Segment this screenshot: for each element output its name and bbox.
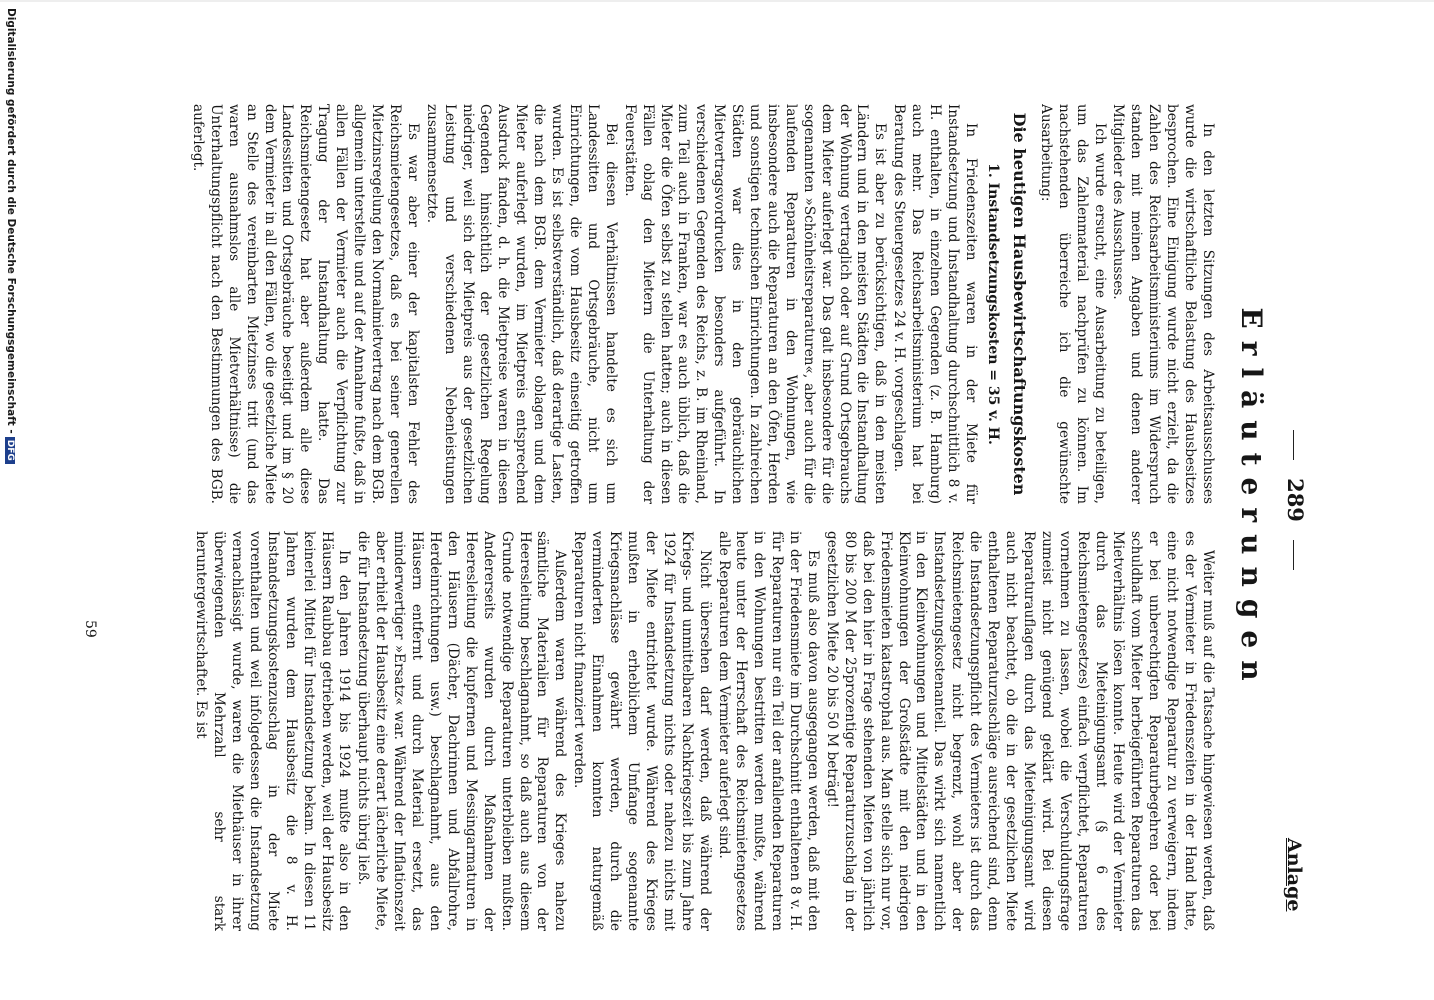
paragraph: In den letzten Sitzungen des Arbeitsausschusses wurde die wirtschaftliche Belastung des Hausbesitzes besprochen. Eine Einigung wurde nicht erzielt, da die Zahlen des Reichsarbeitsministeriums im Widerspruch standen mit meinen Angaben und denen anderer Mitglieder des Ausschusses. <box>1110 104 1216 504</box>
page-edge <box>0 0 1434 2</box>
paragraph: Es muß also davon ausgegangen werden, daß mit den in der Friedensmiete im Durchschnitt enthaltenen 8 v. H. für Reparaturen nur ein Teil der anfallenden Reparaturen in den Wohnungen bestritten werden mußte, während heute unter der Herrschaft des Reichsmietengesetzes alle Reparaturen dem Vermieter auferlegt sind. <box>715 531 822 931</box>
page-number-dash-left <box>1293 430 1294 460</box>
page-number <box>1283 0 1308 1000</box>
subsection-heading: 1. Instandsetzungskosten = 35 v. H. <box>984 163 1001 445</box>
paragraph: In den Jahren 1914 bis 1924 mußte also in den Häusern Raubbau getrieben werden, weil der Hausbesitz keinerlei Mittel für Instandsetzung bekam. In diesen 11 Jahren wurden dem Hausbesitz die 8 v. H. Instandsetzungskostenzuschlag in der Miete vorenthalten und weil infolgedessen die Instandsetzung vernachlässigt wurde, waren die Miethäuser in ihrer überwiegenden Mehrzahl sehr stark heruntergewirtschaftet. Es ist <box>193 531 353 931</box>
annex-label: Anlage <box>1283 838 1305 912</box>
paragraph: Nicht übersehen darf werden, daß während der Kriegs- und unmittelbaren Nachkriegszeit bis zum Jahre 1924 für Instandsetzung nichts oder nahezu nichts mit der Miete entrichtet wurde. Während des Krieges mußten in erheblichem Umfange sogenannte Kriegsnachlässe gewährt werden, durch die verminderten Einnahmen konnten naturgemäß Reparaturen nicht finanziert werden. <box>571 531 713 931</box>
left-column <box>126 104 1216 504</box>
paragraph: Es ist aber zu berücksichtigen, daß in den meisten Ländern und in den meisten Städten die Instandhaltung der Wohnung vertraglich oder auf Grund Ortsgebrauchs dem Mieter auferlegt war. Das galt insbesondere für die sogenannten »Schönheitsreparaturen«, aber auch für die laufenden Reparaturen in den Wohnungen, wie insbesondere auch die Reparaturen an den Öfen, Herden und sonstigen technischen Einrichtungen. In zahlreichen Städten war dies in den gebräuchlichen Mietvertragsvordrucken besonders aufgeführt. In verschiedenen Gegenden des Reichs, z. B. im Rheinland, zum Teil auch in Franken, war es auch üblich, daß die Mieter die Öfen selbst zu stellen hatten; auch in diesen Fällen oblag den Mietern die Unterhaltung der Feuerstätten. <box>621 104 889 504</box>
signature-number: 59 <box>82 620 98 638</box>
page-number-text: 289 <box>1283 478 1308 522</box>
dfg-logo: DFG <box>5 437 15 464</box>
right-column <box>126 531 1216 931</box>
page-title: Erläuterungen <box>1235 307 1268 693</box>
paragraph: Es war aber einer der kapitalsten Fehler des Reichsmietengesetzes, daß es bei seiner generellen Mietzinsregelung den Normalmietvertrag nach dem BGB. allgemein unterstellte und auf der Annahme fußte, daß in allen Fällen der Vermieter auch die Verpflichtung zur Tragung der Instandhaltung hatte. Das Reichsmietengesetz hat aber außerdem alle diese Landessitten und Ortsgebräuche beseitigt und im § 20 dem Vermieter in all den Fällen, wo die gesetzliche Miete an Stelle des vereinbarten Mietzinses tritt (und das waren ausnahmslos alle Mietverhältnisse) die Unterhaltungspflicht nach den Bestimmungen des BGB. auferlegt. <box>189 104 421 504</box>
page-number-dash-right <box>1293 540 1294 570</box>
paragraph: Weiter muß auf die Tatsache hingewiesen werden, daß es der Vermieter in Friedenszeiten in der Hand hatte, eine nicht notwendige Reparatur zu verweigern, indem er bei unberechtigten Reparaturbegehren oder bei schuldhaft vom Mieter herbeigeführten Reparaturen das Mietverhältnis lösen konnte. Heute wird der Vermieter durch das Mieteinigungsamt (§ 6 des Reichsmietengesetzes) einfach verpflichtet, Reparaturen vornehmen zu lassen, wobei die Verschuldungsfrage zumeist nicht genügend geklärt wird. Bei diesen Reparaturauflagen durch das Mieteinigungsamt wird auch nicht beachtet, ob die in der gesetzlichen Miete enthaltenen Reparaturzuschläge ausreichend sind, denn die Instandsetzungspflicht des Vermieters ist durch das Reichsmietengesetz nicht begrenzt, wohl aber der Instandsetzungskostenanteil. Das wirkt sich namentlich in den Kleinwohnungen und Mittelstädten und in den Kleinwohnungen der Großstädte mit den niedrigen Friedensmieten katastrophal aus. Man stelle sich nur vor, daß bei den hier in Frage stehenden Mieten von jährlich 80 bis 200 M der 25prozentige Reparaturzuschlag in der gesetzlichen Miete 20 bis 50 M beträgt! <box>823 531 1216 931</box>
section-heading: Die heutigen Hausbewirtschaftungskosten <box>1009 112 1029 496</box>
paragraph: Außerdem waren während des Krieges nahezu sämtliche Materialien für Reparaturen von der Heeresleitung beschlagnahmt, so daß auch aus diesem Grunde notwendige Reparaturen unterbleiben mußten. Andererseits wurden durch Maßnahmen der Heeresleitung die kupfernen und Messingarmaturen in den Häusern (Dächer, Dachrinnen und Abfallrohre, Herdeinrichtungen usw.) beschlagnahmt, aus den Häusern entfernt und durch Material ersetzt, das minderwertiger »Ersatz« war. Während der Inflationszeit aber erhielt der Hausbesitz eine derart lächerliche Miete, die für Instandsetzung überhaupt nichts übrig ließ. <box>355 531 569 931</box>
digitization-notice <box>5 8 17 464</box>
paragraph: Bei diesen Verhältnissen handelte es sich um Landessitten und Ortsgebräuche, nicht um Einrichtungen, die vom Hausbesitz einseitig getroffen wurden. Es ist selbstverständlich, daß derartige Lasten, die nach dem BGB. dem Vermieter oblagen und dem Mieter auferlegt wurden, im Mietpreis entsprechend Ausdruck fanden, d. h. die Mietpreise waren in diesen Gegenden hinsichtlich der gesetzlichen Regelung niedriger, weil sich der Mietpreis aus der gesetzlichen Leistung und verschiedenen Nebenleistungen zusammensetzte. <box>423 104 619 504</box>
digitization-notice-text: Digitalisierung gefördert durch die Deutsche Forschungsgemeinschaft - <box>5 8 17 434</box>
paragraph: In Friedenszeiten waren in der Miete für Instandsetzung und Instandhaltung durchschnittlich 8 v. H. enthalten, in einzelnen Gegenden (z. B. Hamburg) auch mehr. Das Reichsarbeitsministerium hat bei Beratung des Steuergesetzes 24 v. H. vorgeschlagen. <box>891 104 979 504</box>
paragraph: Ich wurde ersucht, eine Ausarbeitung zu beteiligen, um das Zahlenmaterial nachprüfen zu können. Im nachstehenden überreiche ich die gewünschte Ausarbeitung: <box>1037 104 1108 504</box>
